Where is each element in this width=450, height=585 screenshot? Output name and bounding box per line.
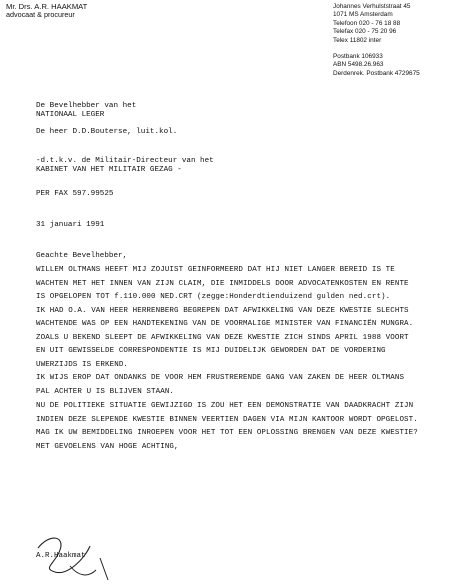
paragraph-line: WILLEM OLTMANS HEEFT MIJ ZOJUIST GEINFORMEERD DAT HIJ NIET LANGER BEREID IS TE <box>36 266 395 274</box>
paragraph <box>36 318 413 400</box>
phone-line: Telefoon 020 - 76 18 88 <box>333 19 401 27</box>
sender-name: Mr. Drs. A.R. HAAKMAT <box>6 2 88 11</box>
paragraph-line: IS OPGELOPEN TOT f.110.000 NED.CRT (zegge:Honderdtienduizend gulden ned.crt). <box>36 293 391 302</box>
paragraph-line: PAL ACHTER U IS BLIJVEN STAAN. <box>36 387 175 396</box>
bank-block <box>333 53 420 78</box>
paragraph-line: IK WIJS EROP DAT ONDANKS DE VOOR HEM FRUSTRERENDE GANG VAN ZAKEN DE HEER OLTMANS <box>36 374 405 383</box>
letter-date: 31 januari 1991 <box>36 221 105 229</box>
paragraph-line: ZOALS U BEKEND SLEEPT DE AFWIKKELING VAN DEZE KWESTIE ZICH SINDS APRIL 1988 VOORT <box>36 333 409 342</box>
letterhead-contact <box>333 3 420 78</box>
addressee-line: De Bevelhebber van het <box>36 102 137 110</box>
attention-line: KABINET VAN HET MILITAIR GEZAG - <box>36 166 182 174</box>
attention-block <box>36 157 214 175</box>
paragraph <box>36 264 409 318</box>
paragraph-line: WACHTENDE WAS OP EEN HANDTEKENING VAN DE VOORMALIGE MINISTER VAN FINANCIËN MUNGRA. <box>36 320 414 328</box>
signature-name: A.R.Haakmat <box>36 552 86 560</box>
addressee-block <box>36 102 177 137</box>
attention-line: -d.t.k.v. de Militair-Directeur van het <box>36 157 214 165</box>
paragraph-line: IK HAD O.A. VAN HEER HERRENBERG BEGREPEN DAT AFWIKKELING VAN DEZE KWESTIE SLECHTS <box>36 306 409 315</box>
paragraph-line: UWERZIJDS IS ERKEND. <box>36 360 129 369</box>
addressee-line: De heer D.D.Bouterse, luit.kol. <box>36 128 178 136</box>
telex-line: Telex 11802 inter <box>333 36 382 44</box>
closing <box>36 441 179 455</box>
address-line: 1071 MS Amsterdam <box>333 11 393 19</box>
bank-line: ABN 5498.26.963 <box>333 61 384 69</box>
closing-line: MET GEVOELENS VAN HOGE ACHTING, <box>36 443 179 451</box>
addressee-line: NATIONAAL LEGER <box>36 111 105 119</box>
paragraph <box>36 400 418 441</box>
paragraph-line: EN UIT GEWISSELDE CORRESPONDENTIE IS MIJ DUIDELIJK GEWORDEN DAT DE VORDERING <box>36 347 386 356</box>
fax-line: Telefax 020 - 75 20 96 <box>333 28 397 36</box>
address-line: Johannes Verhulststraat 45 <box>333 3 411 10</box>
bank-line: Derdenrek. Postbank 4729675 <box>333 69 420 77</box>
paragraph-line: MAG IK UW BEMIDDELING INROEPEN VOOR HET TOT EEN OPLOSSING BRENGEN VAN DEZE KWESTIE? <box>36 429 418 438</box>
paragraph-line: NU DE POLITIEKE SITUATIE GEWIJZIGD IS ZOU HET EEN DEMONSTRATIE VAN DAADKRACHT ZIJN <box>36 402 414 410</box>
salutation: Geachte Bevelhebber, <box>36 252 128 260</box>
letterhead-sender <box>6 3 87 19</box>
sender-title: advocaat & procureur <box>6 10 75 20</box>
fax-number: PER FAX 597.99525 <box>36 190 114 198</box>
paragraph-line: INDIEN DEZE SLEPENDE KWESTIE BINNEN VEERTIEN DAGEN VIA MIJN KANTOOR WORDT OPGELOST. <box>36 415 418 424</box>
paragraph-line: WACHTEN MET HET INNEN VAN ZIJN CLAIM, DIE INMIDDELS DOOR ADVOCATENKOSTEN EN RENTE <box>36 279 409 288</box>
bank-line: Postbank 106933 <box>333 53 383 61</box>
